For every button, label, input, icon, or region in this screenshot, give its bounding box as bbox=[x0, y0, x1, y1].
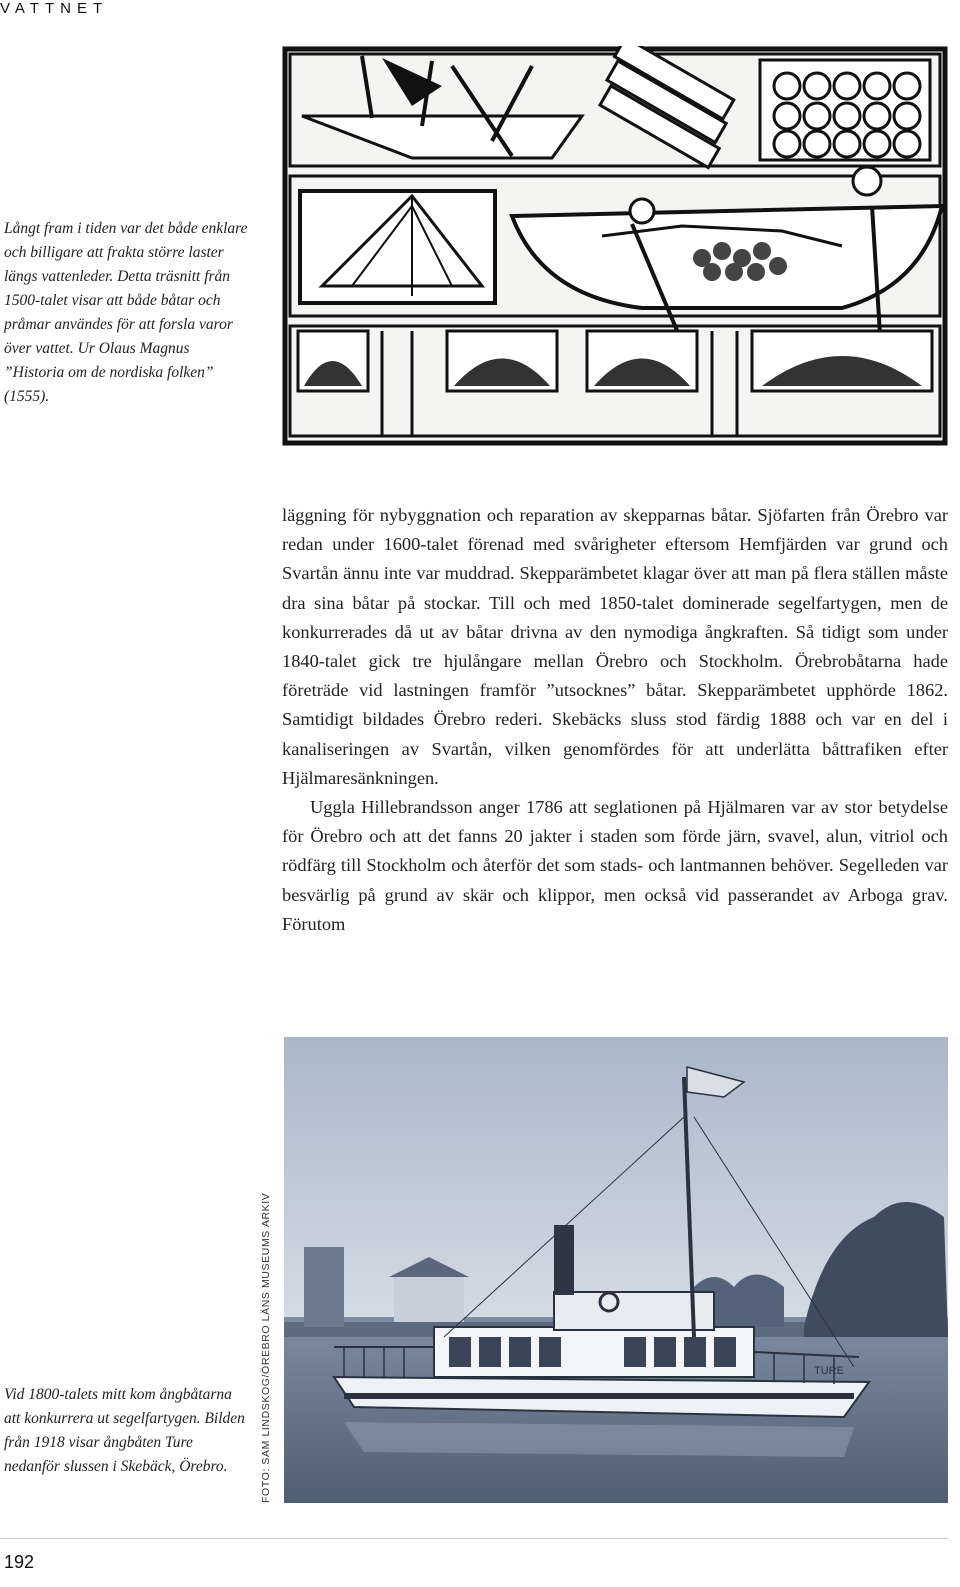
page-number: 192 bbox=[4, 1552, 35, 1572]
boat-name-label: TURE bbox=[814, 1365, 844, 1377]
woodcut-illustration bbox=[282, 46, 948, 446]
steamboat-photo bbox=[284, 1037, 948, 1503]
photo-caption: Vid 1800-talets mitt kom ångbåtarna att konkurrera ut segelfartygen. Bilden från 1918 visar ångbåten Ture nedanför slussen i Skebäck, Örebro. bbox=[4, 1386, 245, 1475]
paragraph: läggning för nybyggnation och reparation av skepparnas båtar. Sjöfarten från Örebro var redan under 1600-talet förenad med svårigheter eftersom Hemfjärden var grund och Svartån ännu inte var muddrad. Skepparämbetet klagar över att man på flera ställen måste dra sina båtar på stockar. Till och med 1850-talet dominerade segelfartygen, men de konkurrerades då ut av båtar drivna av den nymodiga ångkraften. Så tidigt som under 1840-talet gick tre hjulångare mellan Örebro och Stockholm. Örebrobåtarna hade företräde vid lastningen framför ”utsocknes” båtar. Skepparämbetet upphörde 1862. Samtidigt bildades Örebro rederi. Skebäcks sluss stod färdig 1888 och var en del i kanaliseringen av Svartån, vilken genomfördes för att underlätta båttrafiken efter Hjälmaresänkningen. bbox=[282, 505, 948, 788]
footer-rule bbox=[0, 1538, 948, 1539]
paragraph: Uggla Hillebrandsson anger 1786 att seglationen på Hjälmaren var av stor betydelse för Örebro och att det fanns 20 jakter i staden som förde järn, svavel, alun, vitriol och rödfärg till Stockholm och återför det som stads- och lantmannen behöver. Segelleden var besvärlig på grund av skär och klippor, men också vid passerandet av Arboga grav. Förutom bbox=[282, 797, 948, 934]
photo-credit: FOTO: SAM LINDSKOG/ÖREBRO LÄNS MUSEUMS ARKIV bbox=[260, 1192, 272, 1503]
body-text bbox=[282, 501, 948, 939]
running-header: VATTNET bbox=[0, 0, 109, 17]
woodcut-caption: Långt fram i tiden var det både enklare och billigare att frakta större laster längs vattenleder. Detta träsnitt från 1500-talet visar att både båtar och pråmar användes för att forsla varor över vattet. Ur Olaus Magnus ”Historia om de nordiska folken” (1555). bbox=[4, 220, 248, 405]
